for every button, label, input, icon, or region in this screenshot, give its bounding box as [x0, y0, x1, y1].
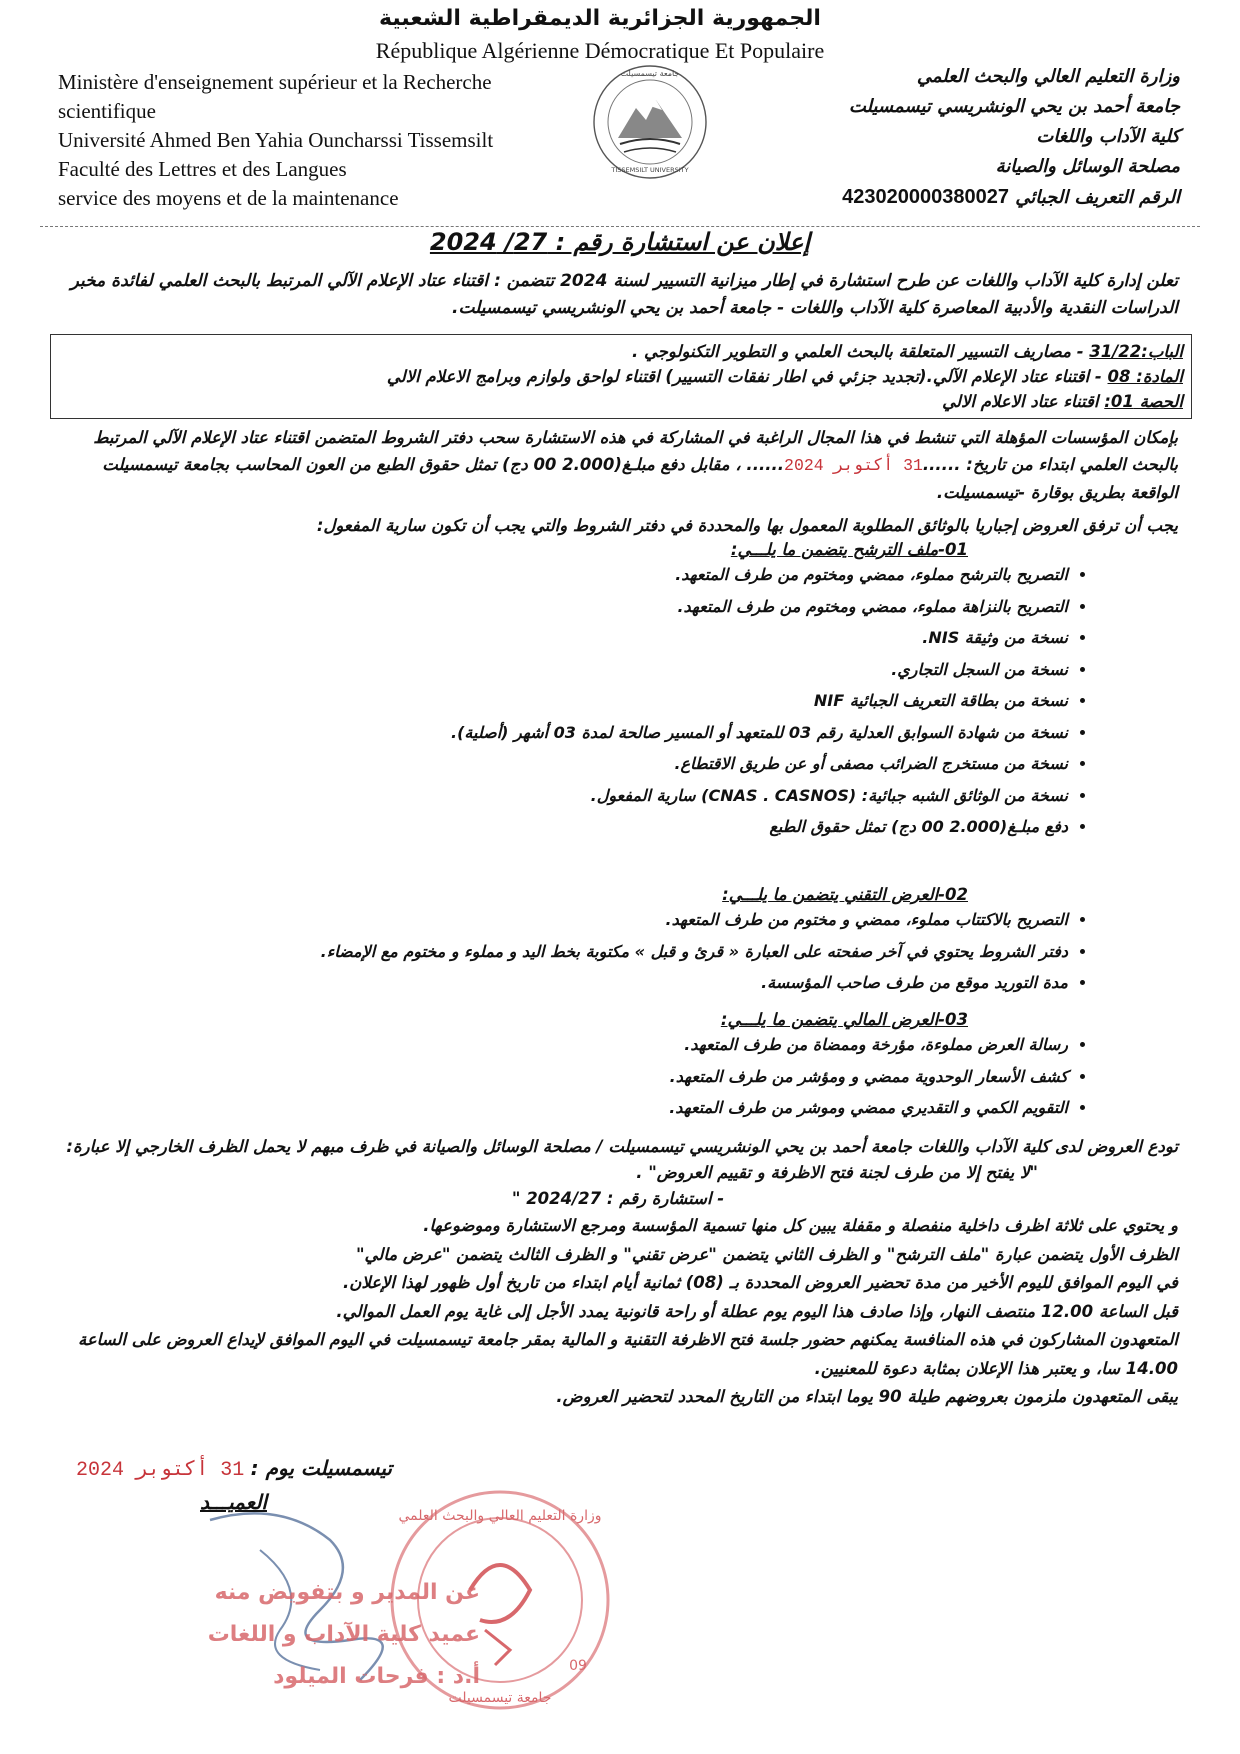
- fr-ministry-cont: scientifique: [58, 99, 156, 123]
- fr-faculty: Faculté des Lettres et des Langues: [58, 157, 347, 181]
- nif-number: 423020000380027: [842, 186, 1009, 208]
- candidacy-list: [68, 559, 1108, 843]
- header-fr-block: [58, 68, 618, 213]
- budget-chapter-value: - مصاريف التسيير المتعلقة بالبحث العلمي و التطوير التكنولوجي .: [631, 342, 1090, 361]
- university-logo-icon: [590, 60, 710, 190]
- eligibility-after: ...... ، مقابل دفع مبلـغ(2.000 00 دج) تمثل حقوق الطبع من العون المحاسب بجامعة تيسمسيلت الواقعة بطريق بوقارة -تيسمسيلت.: [102, 455, 1178, 502]
- envelope-line: قبل الساعة 12.00 منتصف النهار، وإذا صادف هذا اليوم يوم عطلة أو راحة قانونية يمدد الأجل إلى غاية يوم العمل الموالي.: [336, 1301, 1178, 1321]
- eligibility-before: بإمكان المؤسسات المؤهلة التي تنشط في هذا المجال الراغبة في المشاركة في هذه الاستشارة سحب دفتر الشروط المتضمن اقتناء عتاد الإعلام الآلي المرتبط بالبحث العلمي ابتداء من تاريخ: ......: [93, 428, 1178, 474]
- section-candidacy-title: [68, 540, 968, 559]
- envelope-line: المتعهدون المشاركون في هذه المنافسة يمكنهم حضور جلسة فتح الاظرفة التقنية و المالية بمقر جامعة تيسمسيلت في اليوم الموافق لإيداع العروض على الساعة 14.00 سا، و يعتبر هذا الإعلان بمثابة دعوة للمعنيين.: [77, 1330, 1178, 1378]
- list-item: • مدة التوريد موقع من طرف صاحب المؤسسة.: [68, 967, 1068, 999]
- section-technical-label: 02-العرض التقني: [844, 885, 968, 904]
- budget-chapter: [59, 339, 1183, 364]
- budget-lot-key: الحصة 01:: [1104, 392, 1183, 411]
- list-item: • التصريح بالنزاهة مملوء، ممضي ومختوم من طرف المتعهد.: [68, 591, 1068, 623]
- fr-service: service des moyens et de la maintenance: [58, 186, 399, 210]
- technical-list: [68, 904, 1108, 999]
- seal-number: 09: [569, 1658, 587, 1674]
- signature-date: 31 أكتوبر 2024: [76, 1459, 245, 1482]
- list-item: • التصريح بالاكتتاب مملوء، ممضي و مختوم من طرف المتعهد.: [68, 904, 1068, 936]
- deposit-paragraph: [58, 1134, 1178, 1212]
- ar-faculty: كلية الآداب واللغات: [1036, 126, 1180, 147]
- list-item: • نسخة من شهادة السوابق العدلية رقم 03 للمتعهد أو المسير صالحة لمدة 03 أشهر (أصلية).: [68, 717, 1068, 749]
- budget-box: [50, 334, 1192, 419]
- section-technical-rest: يتضمن ما يلـــي:: [722, 885, 845, 904]
- deposit-text: تودع العروض لدى كلية الآداب واللغات جامعة أحمد بن يحي الونشريسي تيسمسيلت / مصلحة الوسائل والصيانة في ظرف مبهم لا يحمل الظرف الخارجي إلا عبارة:: [66, 1137, 1178, 1156]
- seal-round-text: وزارة التعليم العالي والبحث العلمي: [398, 1508, 602, 1524]
- ar-university: جامعة أحمد بن يحي الونشريسي تيسمسيلت: [848, 96, 1180, 117]
- announcement-title: إعلان عن استشارة رقم : 27/ 2024: [429, 228, 811, 256]
- ar-nif: [750, 182, 1180, 213]
- nif-label: الرقم التعريف الجبائي: [1015, 187, 1180, 208]
- budget-article-value: - اقتناء عتاد الإعلام الآلي.(تجديد جزئي في اطار نفقات التسيير) اقتناء لواحق ولوازم وبرامج الاعلام الالي: [386, 367, 1108, 386]
- list-item: • رسالة العرض مملوءة، مؤرخة وممضاة من طرف المتعهد.: [68, 1029, 1068, 1061]
- fr-ministry: Ministère d'enseignement supérieur et la Recherche: [58, 70, 492, 94]
- budget-article: [59, 364, 1183, 389]
- logo-ring-text: جامعة تيسمسيلت: [620, 69, 680, 78]
- section-candidacy-label: ملف الترشح: [852, 540, 939, 559]
- deposit-quote: "لا يفتح إلا من طرف لجنة فتح الاظرفة و تقييم العروض" .: [636, 1163, 1038, 1182]
- section-financial-title: [68, 1010, 968, 1029]
- list-item: • نسخة من بطاقة التعريف الجبائية NIF: [68, 685, 1068, 717]
- section-financial-offer: [68, 1010, 1108, 1124]
- list-item: • دفع مبلـغ(2.000 00 دج) تمثل حقوق الطبع: [68, 811, 1068, 843]
- ar-ministry: وزارة التعليم العالي والبحث العلمي: [916, 66, 1180, 87]
- seal-bottom-text: جامعة تيسمسيلت: [448, 1690, 552, 1706]
- requirement-paragraph: يجب أن ترفق العروض إجباريا بالوثائق المطلوبة المعمول بها والمحددة في دفتر الشروط والتي يجب أن تكون سارية المفعول:: [316, 516, 1178, 535]
- ar-service: مصلحة الوسائل والصيانة: [995, 156, 1180, 177]
- budget-lot: [59, 389, 1183, 414]
- header-divider: [40, 226, 1200, 227]
- list-item: • نسخة من السجل التجاري.: [68, 654, 1068, 686]
- budget-article-key: المادة: 08: [1107, 367, 1183, 386]
- envelopes-paragraph: [58, 1212, 1178, 1412]
- financial-list: [68, 1029, 1108, 1124]
- section-candidacy-file: [68, 540, 1108, 843]
- deposit-reference: - استشارة رقم : 2024/27 ": [511, 1189, 725, 1208]
- stamp-line: أ.د : فرحات الميلود: [273, 1664, 480, 1689]
- section-financial-rest: يتضمن ما يلـــي:: [720, 1010, 843, 1029]
- list-item: • كشف الأسعار الوحدوية ممضي و ومؤشر من طرف المتعهد.: [68, 1061, 1068, 1093]
- section-candidacy-rest: يتضمن ما يلـــي:: [730, 540, 853, 559]
- section-technical-offer: [68, 885, 1108, 999]
- stamp-line: عميد كلية الآداب و اللغات: [207, 1622, 480, 1647]
- signature-place: تيسمسيلت يوم :: [250, 1456, 392, 1480]
- delegation-stamp: [50, 1572, 480, 1698]
- envelope-line: و يحتوي على ثلاثة اظرف داخلية منفصلة و مقفلة يبين كل منها تسمية المؤسسة ومرجع الاستشارة وموضوعها.: [423, 1216, 1178, 1235]
- signature-date-line: [72, 1456, 392, 1482]
- budget-lot-value: اقتناء عتاد الاعلام الالي: [942, 392, 1105, 411]
- list-item: • دفتر الشروط يحتوي في آخر صفحته على العبارة « قرئ و قبل » مكتوبة بخط اليد و مملوء و مختوم مع الإمضاء.: [68, 936, 1068, 968]
- header-ar-block: [750, 62, 1180, 213]
- section-financial-label: 03-العرض المالي: [842, 1010, 968, 1029]
- eligibility-paragraph: [58, 424, 1178, 506]
- list-item: • نسخة من مستخرج الضرائب مصفى أو عن طريق الاقتطاع.: [68, 748, 1068, 780]
- intro-paragraph: تعلن إدارة كلية الآداب واللغات عن طرح استشارة في إطار ميزانية التسيير لسنة 2024 تتضمن : اقتناء عتاد الإعلام الآلي المرتبط بالبحث العلمي لفائدة مخبر الدراسات النقدية والأدبية المعاصرة كلية الآداب واللغات - جامعة أحمد بن يحي الونشريسي تيسمسيلت.: [70, 271, 1178, 318]
- header-ar-republic: الجمهورية الجزائرية الديمقراطية الشعبية: [379, 6, 821, 31]
- dean-title: العميـــد: [200, 1490, 267, 1514]
- section-technical-title: [68, 885, 968, 904]
- list-item: • التقويم الكمي و التقديري ممضي وموشر من طرف المتعهد.: [68, 1092, 1068, 1124]
- header-fr-republic: République Algérienne Démocratique Et Populaire: [375, 38, 825, 63]
- envelope-line: يبقى المتعهدون ملزمون بعروضهم طيلة 90 يوما ابتداء من التاريخ المحدد لتحضير العروض.: [556, 1387, 1178, 1406]
- list-item: • نسخة من وثيقة NIS.: [68, 622, 1068, 654]
- fr-university: Université Ahmed Ben Yahia Ouncharssi Tissemsilt: [58, 128, 494, 152]
- eligibility-date: 31 أكتوبر 2024: [784, 456, 923, 475]
- stamp-line: عن المدير و بتفويض منه: [214, 1580, 480, 1605]
- budget-chapter-key: الباب:31/22: [1089, 342, 1183, 361]
- envelope-line: الظرف الأول يتضمن عبارة "ملف الترشح" و الظرف الثاني يتضمن "عرض تقني" و الظرف الثالث يتضمن "عرض مالي": [355, 1244, 1178, 1264]
- list-item: • نسخة من الوثائق الشبه جبائية: (CNAS . CASNOS) سارية المفعول.: [68, 780, 1068, 812]
- section-candidacy-num: 01-: [938, 540, 968, 559]
- list-item: • التصريح بالترشح مملوء، ممضي ومختوم من طرف المتعهد.: [68, 559, 1068, 591]
- envelope-line: في اليوم الموافق لليوم الأخير من مدة تحضير العروض المحددة بـ (08) ثمانية أيام ابتداء من تاريخ أول ظهور لهذا الإعلان.: [342, 1273, 1178, 1292]
- logo-bottom-text: TISSEMSILT UNIVERSITY: [611, 166, 689, 174]
